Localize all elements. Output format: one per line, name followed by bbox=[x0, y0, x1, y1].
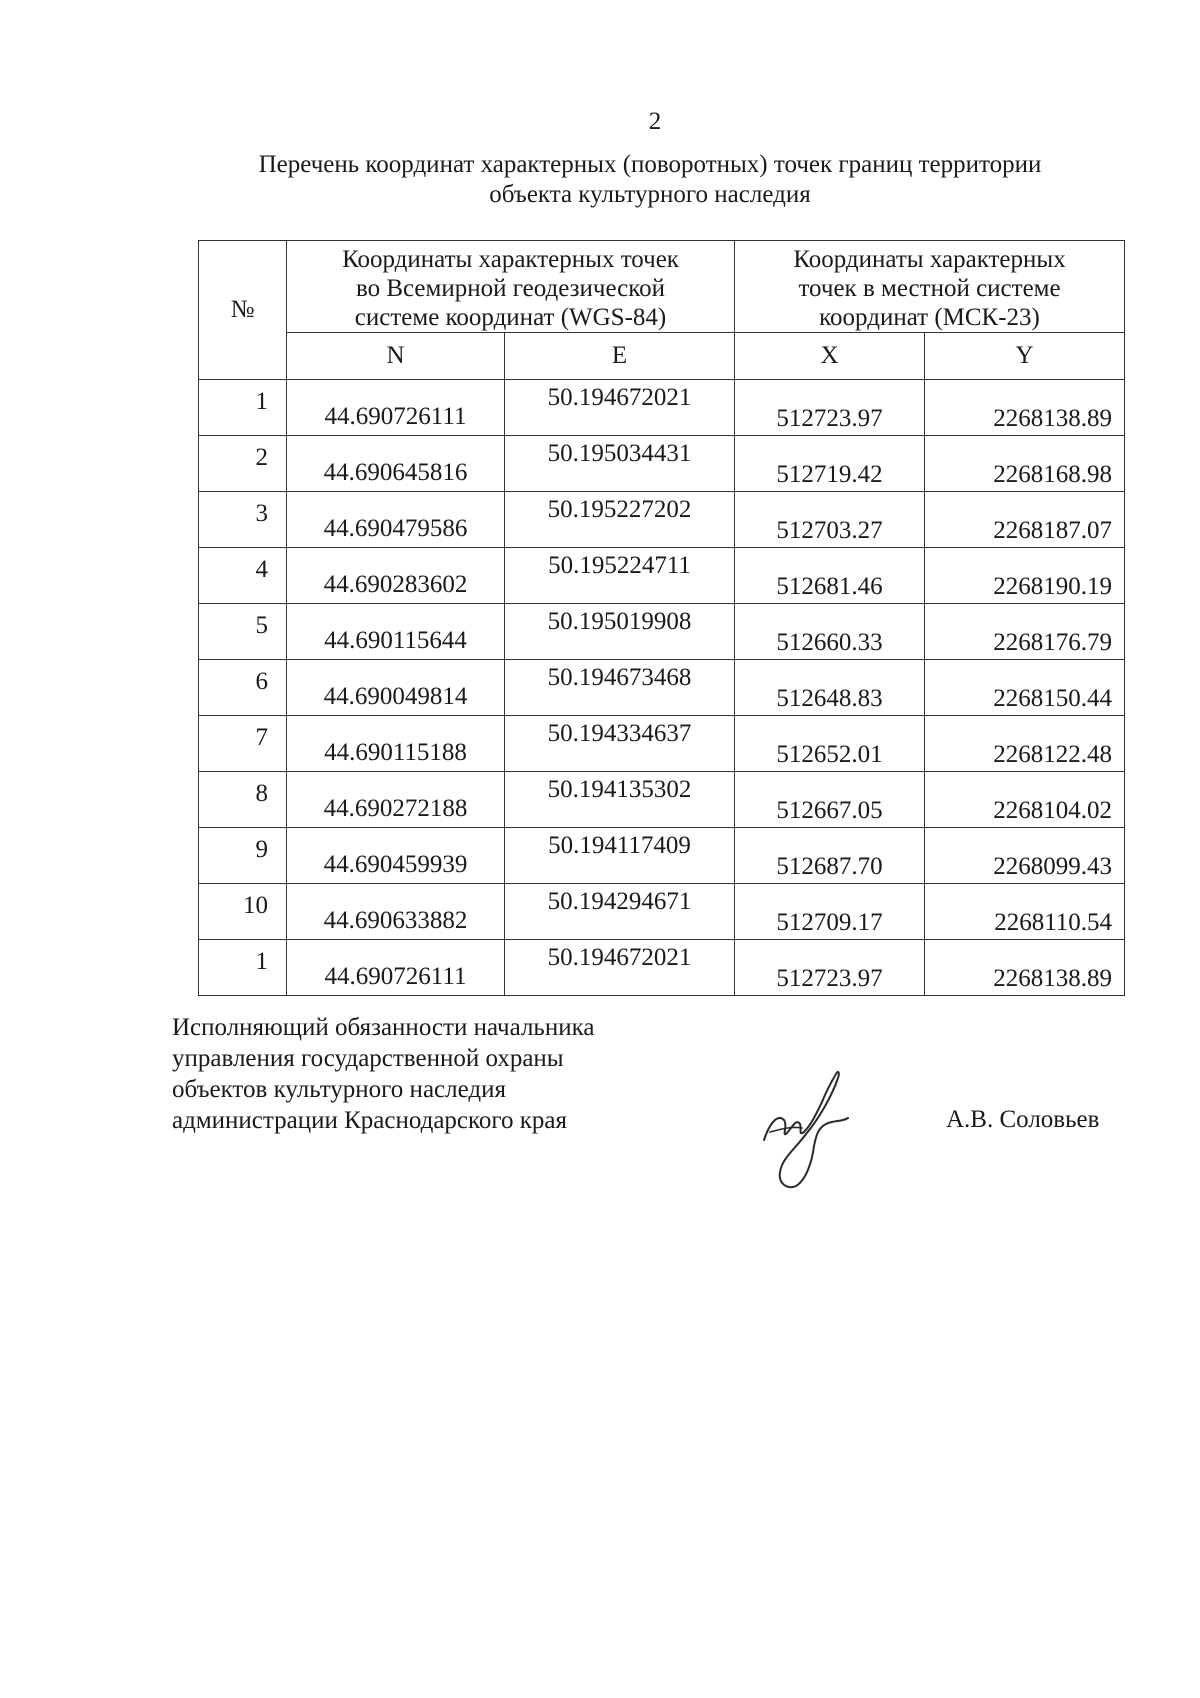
table-row bbox=[199, 548, 1125, 604]
cell-e: 50.194673468 bbox=[505, 660, 735, 716]
coordinates-table bbox=[198, 240, 1125, 996]
cell-y: 2268104.02 bbox=[925, 772, 1125, 828]
signer-position-line-4: администрации Краснодарского края bbox=[172, 1107, 568, 1134]
cell-number: 3 bbox=[199, 492, 287, 548]
table-row bbox=[199, 660, 1125, 716]
cell-x: 512681.46 bbox=[735, 548, 925, 604]
signer-position bbox=[172, 1012, 594, 1136]
cell-x: 512719.42 bbox=[735, 436, 925, 492]
header-x: X bbox=[735, 333, 925, 380]
header-msk23-line-1: Координаты характерных bbox=[793, 246, 1066, 273]
table-row bbox=[199, 716, 1125, 772]
header-e: E bbox=[505, 333, 735, 380]
cell-number: 8 bbox=[199, 772, 287, 828]
cell-n: 44.690479586 bbox=[287, 492, 505, 548]
cell-y: 2268138.89 bbox=[925, 380, 1125, 436]
table-row bbox=[199, 772, 1125, 828]
cell-x: 512652.01 bbox=[735, 716, 925, 772]
cell-n: 44.690633882 bbox=[287, 884, 505, 940]
header-y: Y bbox=[925, 333, 1125, 380]
cell-number: 5 bbox=[199, 604, 287, 660]
cell-number: 1 bbox=[199, 380, 287, 436]
cell-e: 50.194334637 bbox=[505, 716, 735, 772]
header-wgs84-line-1: Координаты характерных точек bbox=[342, 246, 679, 273]
cell-y: 2268187.07 bbox=[925, 492, 1125, 548]
cell-y: 2268122.48 bbox=[925, 716, 1125, 772]
cell-y: 2268176.79 bbox=[925, 604, 1125, 660]
cell-e: 50.194117409 bbox=[505, 828, 735, 884]
cell-x: 512660.33 bbox=[735, 604, 925, 660]
table-row bbox=[199, 604, 1125, 660]
cell-n: 44.690115188 bbox=[287, 716, 505, 772]
cell-x: 512687.70 bbox=[735, 828, 925, 884]
coordinates-table-body bbox=[199, 380, 1125, 996]
table-row bbox=[199, 436, 1125, 492]
cell-y: 2268190.19 bbox=[925, 548, 1125, 604]
handwritten-signature bbox=[756, 1062, 866, 1202]
header-wgs84-line-2: во Всемирной геодезической bbox=[355, 275, 666, 302]
cell-n: 44.690459939 bbox=[287, 828, 505, 884]
cell-e: 50.194294671 bbox=[505, 884, 735, 940]
header-number: № bbox=[199, 241, 287, 380]
header-msk23 bbox=[735, 241, 1125, 333]
cell-e: 50.195227202 bbox=[505, 492, 735, 548]
table-row bbox=[199, 940, 1125, 996]
cell-e: 50.195034431 bbox=[505, 436, 735, 492]
signer-name: А.В. Соловьев bbox=[946, 1106, 1100, 1133]
header-msk23-line-2: точек в местной системе bbox=[798, 275, 1061, 302]
cell-x: 512723.97 bbox=[735, 940, 925, 996]
table-row bbox=[199, 380, 1125, 436]
table-row bbox=[199, 828, 1125, 884]
cell-n: 44.690726111 bbox=[287, 380, 505, 436]
cell-n: 44.690049814 bbox=[287, 660, 505, 716]
cell-n: 44.690726111 bbox=[287, 940, 505, 996]
table-row bbox=[199, 884, 1125, 940]
cell-e: 50.194672021 bbox=[505, 380, 735, 436]
title-line-1: Перечень координат характерных (поворотных) точек границ территории bbox=[258, 151, 1042, 178]
cell-number: 6 bbox=[199, 660, 287, 716]
header-n: N bbox=[287, 333, 505, 380]
cell-x: 512709.17 bbox=[735, 884, 925, 940]
table-row bbox=[199, 492, 1125, 548]
cell-n: 44.690645816 bbox=[287, 436, 505, 492]
page-number: 2 bbox=[648, 108, 662, 135]
header-wgs84-line-3: системе координат (WGS-84) bbox=[354, 304, 667, 331]
cell-y: 2268168.98 bbox=[925, 436, 1125, 492]
cell-y: 2268150.44 bbox=[925, 660, 1125, 716]
cell-number: 9 bbox=[199, 828, 287, 884]
cell-e: 50.195224711 bbox=[505, 548, 735, 604]
cell-n: 44.690115644 bbox=[287, 604, 505, 660]
cell-e: 50.195019908 bbox=[505, 604, 735, 660]
header-wgs84 bbox=[287, 241, 735, 333]
signer-position-line-1: Исполняющий обязанности начальника bbox=[172, 1014, 595, 1041]
cell-x: 512667.05 bbox=[735, 772, 925, 828]
cell-number: 7 bbox=[199, 716, 287, 772]
cell-y: 2268138.89 bbox=[925, 940, 1125, 996]
cell-number: 1 bbox=[199, 940, 287, 996]
cell-number: 10 bbox=[199, 884, 287, 940]
document-title bbox=[180, 150, 1120, 210]
cell-y: 2268099.43 bbox=[925, 828, 1125, 884]
header-msk23-line-3: координат (МСК-23) bbox=[819, 304, 1040, 331]
signer-position-line-3: объектов культурного наследия bbox=[172, 1076, 506, 1103]
cell-number: 2 bbox=[199, 436, 287, 492]
cell-n: 44.690283602 bbox=[287, 548, 505, 604]
cell-y: 2268110.54 bbox=[925, 884, 1125, 940]
cell-e: 50.194135302 bbox=[505, 772, 735, 828]
cell-n: 44.690272188 bbox=[287, 772, 505, 828]
title-line-2: объекта культурного наследия bbox=[489, 181, 811, 208]
cell-x: 512648.83 bbox=[735, 660, 925, 716]
signer-position-line-2: управления государственной охраны bbox=[172, 1045, 564, 1072]
cell-x: 512723.97 bbox=[735, 380, 925, 436]
cell-number: 4 bbox=[199, 548, 287, 604]
cell-x: 512703.27 bbox=[735, 492, 925, 548]
cell-e: 50.194672021 bbox=[505, 940, 735, 996]
